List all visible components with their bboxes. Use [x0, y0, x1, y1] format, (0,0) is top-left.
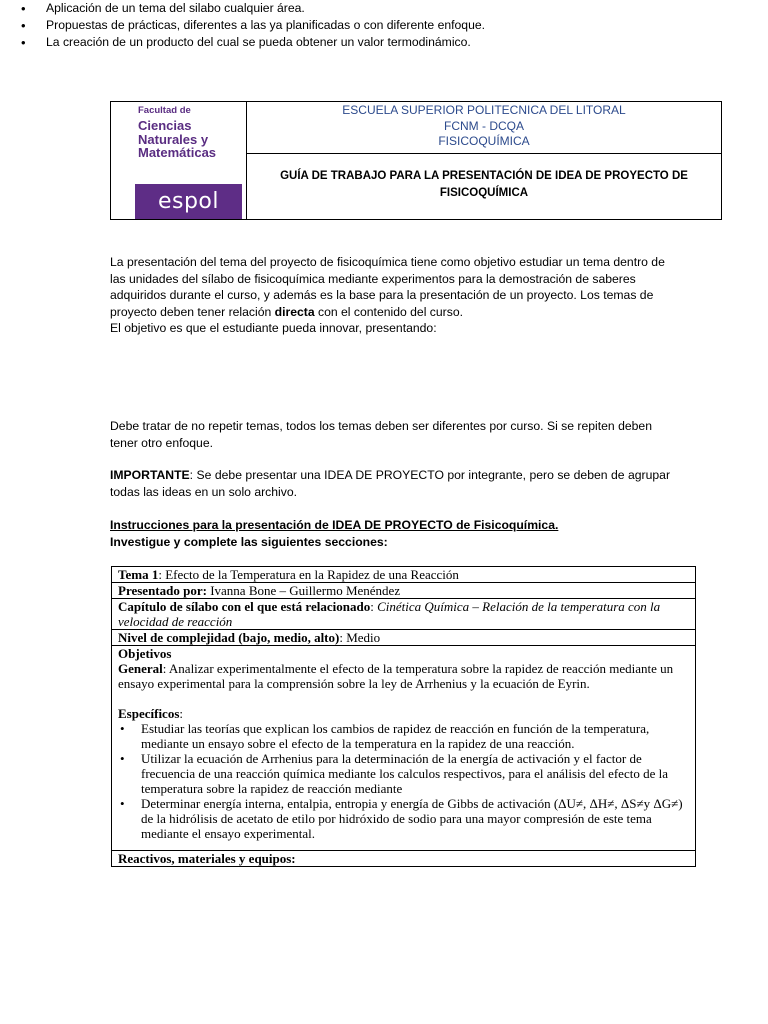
- faculty-line-2: Naturales y: [138, 131, 209, 147]
- table-row-tema: [112, 567, 695, 583]
- guide-title: GUÍA DE TRABAJO PARA LA PRESENTACIÓN DE IDEA DE PROYECTO DE FISICOQUÍMICA: [280, 170, 688, 199]
- intro-text-2: con el contenido del curso.: [314, 304, 463, 319]
- nivel-value: : Medio: [339, 630, 381, 645]
- list-item: • La creación de un producto del cual se pueda obtener un valor termodinámico.: [0, 34, 768, 51]
- table-row-nivel: [112, 630, 695, 646]
- table-row-presentado: [112, 583, 695, 599]
- general-objective: [118, 661, 689, 691]
- general-value: : Analizar experimentalmente el efecto de la temperatura sobre la rapidez de reacción mediante un ensayo experimental para la comprensión sobre la ley de Arrhenius y la ecuación de Eyrin.: [118, 661, 674, 691]
- list-item: • Utilizar la ecuación de Arrhenius para la determinación de la energía de activación y el factor de frecuencia de una reacción química mediante los calculos respectivos, para el análisis del efecto de la temperatura sobre la rapidez de reacción mediante: [118, 751, 689, 796]
- nivel-label: Nivel de complejidad (bajo, medio, alto): [118, 630, 340, 645]
- table-row-objetivos: [112, 646, 695, 851]
- list-item: • Aplicación de un tema del silabo cualquier área.: [0, 0, 768, 17]
- important-label: IMPORTANTE: [110, 468, 190, 482]
- espol-logo: [135, 184, 242, 219]
- subject-name: FISICOQUÍMICA: [438, 134, 530, 148]
- tema-label: Tema 1: [118, 567, 159, 582]
- objetivos-label: Objetivos: [118, 646, 172, 661]
- table-row-reactivos: Reactivos, materiales y equipos:: [118, 851, 296, 866]
- capitulo-value: Cinética Química – Relación de la temperatura con la velocidad de reacción: [118, 599, 661, 629]
- faculty-line-3: Matemáticas: [138, 145, 217, 161]
- intro-objective: El objetivo es que el estudiante pueda innovar, presentando:: [110, 321, 437, 335]
- list-item: • Determinar energía interna, entalpia, entropia y energía de Gibbs de activación (ΔU≠, ΔH≠, ΔS≠y ΔG≠) de la hidrólisis de acetato de etilo por hidróxido de sodio para una mayor compresión de este tema mediante el ensayo experimental.: [118, 796, 689, 841]
- espol-brand-text: espol: [157, 189, 220, 214]
- especificos-label: Específicos: [118, 706, 180, 721]
- instructions-title: Instrucciones para la presentación de IDEA DE PROYECTO de Fisicoquímica.: [110, 518, 559, 532]
- intro-text-bold: directa: [274, 304, 315, 319]
- instructions-block: [110, 517, 670, 550]
- school-cell: [247, 102, 721, 154]
- options-list: [0, 0, 768, 51]
- table-row-capitulo: [112, 599, 695, 630]
- capitulo-label: Capítulo de sílabo con el que está relacionado: [118, 599, 371, 614]
- school-name: ESCUELA SUPERIOR POLITECNICA DEL LITORAL: [342, 103, 626, 117]
- faculty-small-label: Facultad de: [138, 105, 191, 116]
- department-name: FCNM - DCQA: [444, 118, 524, 133]
- presentado-value: Ivanna Bone – Guillermo Menéndez: [206, 583, 401, 598]
- faculty-line-1: Ciencias: [138, 117, 192, 133]
- faculty-logo: [138, 106, 216, 160]
- specific-objectives-heading: [118, 706, 689, 721]
- tema-value: : Efecto de la Temperatura en la Rapidez de una Reacción: [158, 567, 459, 582]
- important-text: : Se debe presentar una IDEA DE PROYECTO por integrante, pero se deben de agrupar todas las ideas en un solo archivo.: [110, 468, 670, 499]
- important-paragraph: [110, 467, 670, 500]
- logo-cell: [111, 102, 247, 219]
- especificos-sep: :: [179, 706, 184, 721]
- header-table: [110, 101, 722, 220]
- project-table: [111, 566, 696, 867]
- repeat-topics-paragraph: Debe tratar de no repetir temas, todos los temas deben ser diferentes por curso. Si se repiten deben tener otro enfoque.: [110, 419, 652, 450]
- general-label: General: [118, 661, 163, 676]
- list-item: • Estudiar las teorías que explican los cambios de rapidez de reacción en función de la temperatura, mediante un ensayo sobre el efecto de la temperatura en la rapidez de una reacción.: [118, 721, 689, 751]
- specific-objectives-list: [118, 721, 689, 841]
- presentado-label: Presentado por:: [118, 583, 207, 598]
- list-item: • Propuestas de prácticas, diferentes a las ya planificadas o con diferente enfoque.: [0, 17, 768, 34]
- intro-text-1: La presentación del tema del proyecto de fisicoquímica tiene como objetivo estudiar un tema dentro de las unidades del sílabo de fisicoquímica mediante experimentos para la demostración de saberes adquiridos durante el curso, y además es la base para la presentación de un proyecto. Los temas de proyecto deben tener relación: [110, 255, 665, 319]
- instructions-subtitle: Investigue y complete las siguientes secciones:: [110, 534, 388, 549]
- capitulo-sep: :: [370, 599, 378, 614]
- intro-paragraph: [110, 254, 670, 337]
